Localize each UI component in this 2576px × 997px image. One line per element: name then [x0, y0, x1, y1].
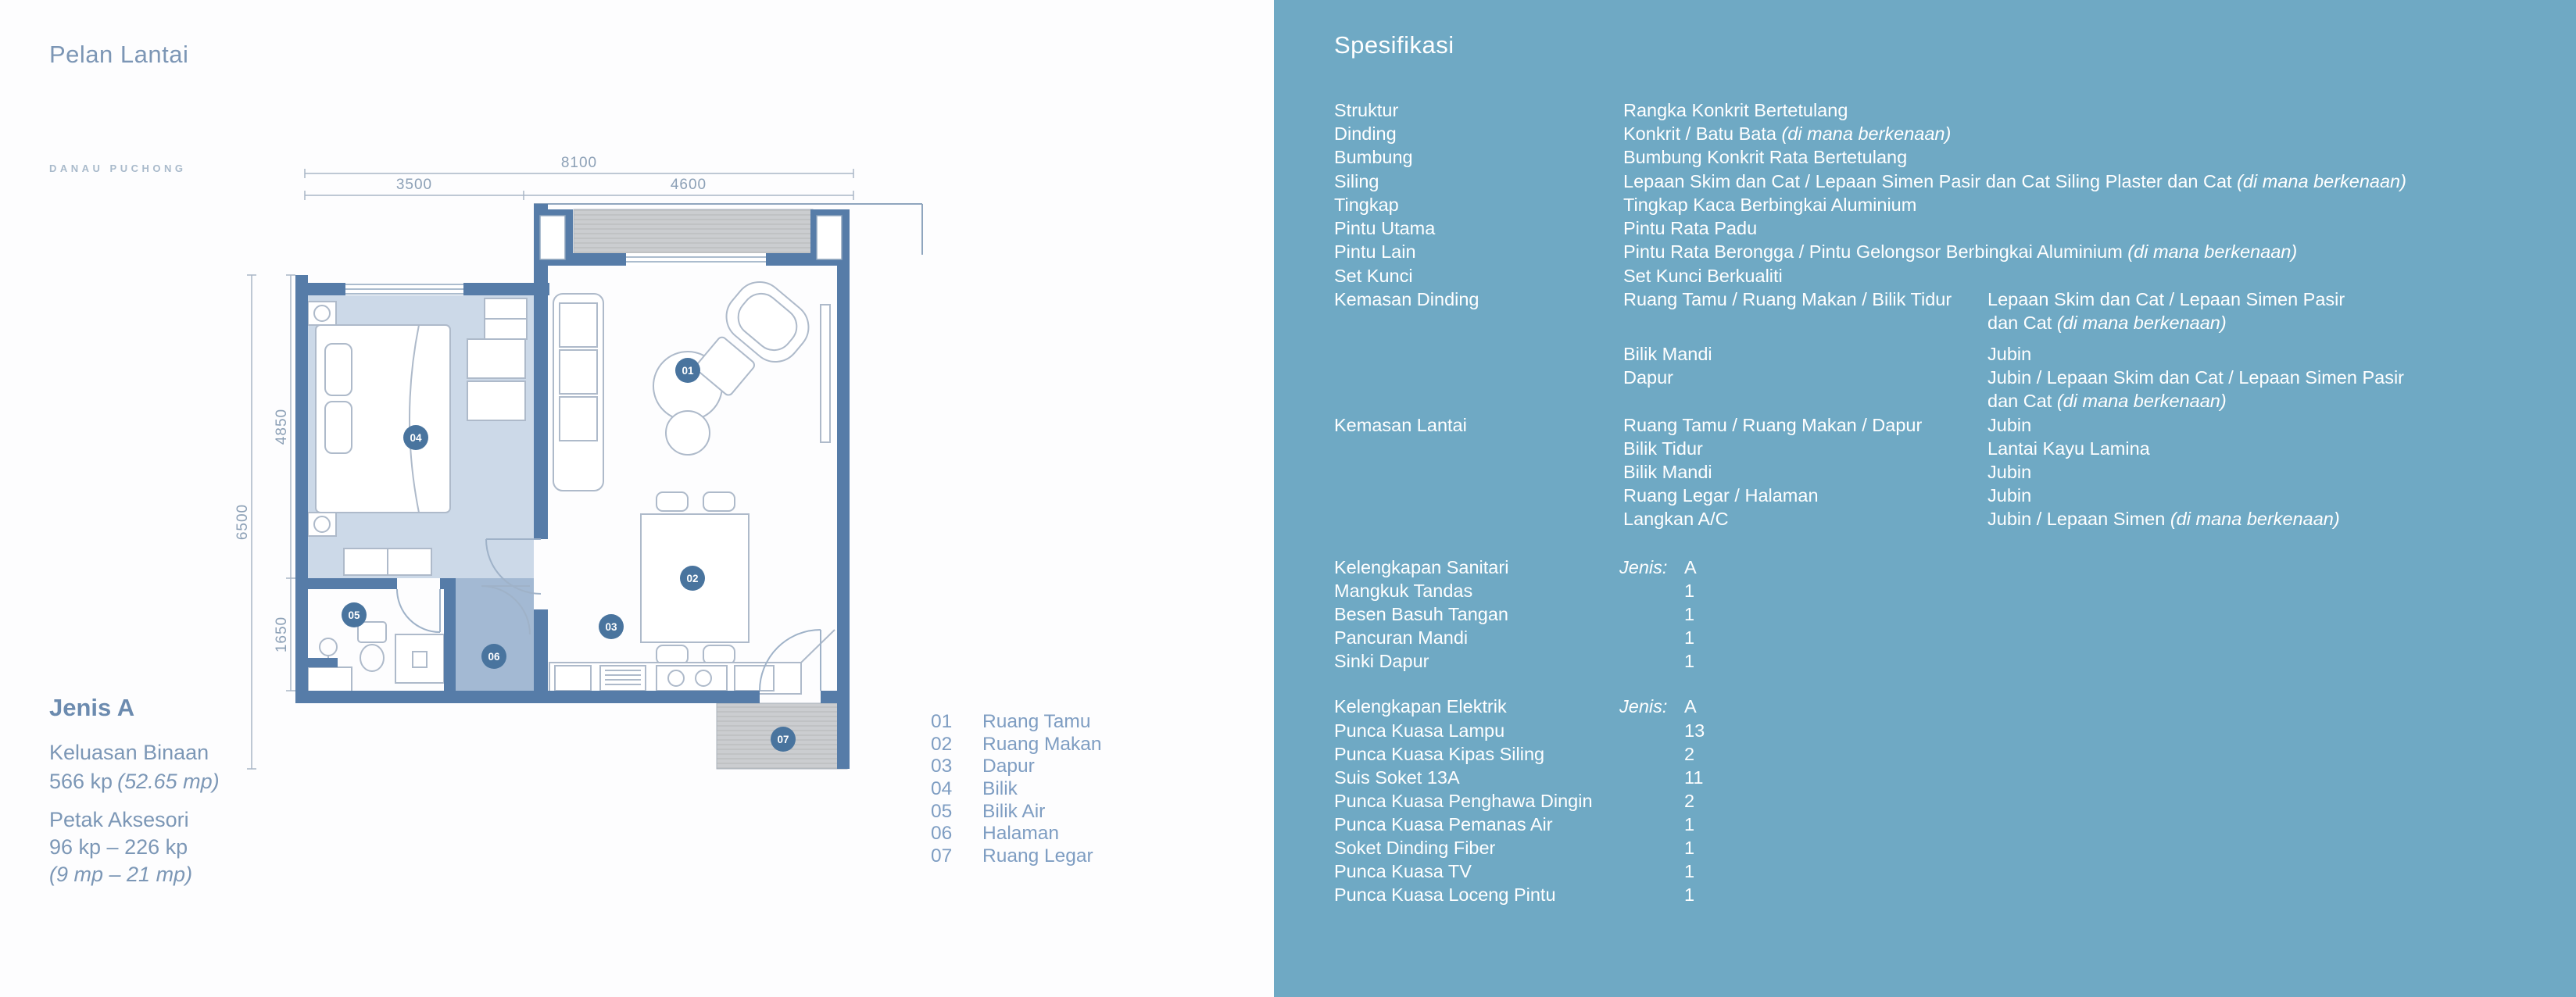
- spec-row: [1274, 509, 2576, 532]
- spec-quantity: 1: [1684, 651, 1695, 671]
- spec-quantity: 1: [1684, 627, 1695, 648]
- spec-quantity: 1: [1684, 814, 1695, 834]
- spec-label: Struktur: [1334, 100, 1399, 120]
- spec-row: [1274, 147, 2576, 170]
- spec-row: [1274, 313, 2576, 336]
- spec-row: [1274, 767, 2576, 791]
- spec-label: Mangkuk Tandas: [1334, 581, 1473, 601]
- spec-row: [1274, 289, 2576, 313]
- spec-value: Dapur: [1623, 367, 1674, 388]
- badge-living: [675, 358, 700, 383]
- badge-kitchen: [599, 614, 624, 639]
- badge-bedroom: [403, 425, 428, 450]
- spec-type-label: Jenis:: [1619, 696, 1668, 716]
- spec-detail: Jubin / Lepaan Skim dan Cat / Lepaan Simen Pasir: [1987, 367, 2404, 388]
- spec-quantity: 1: [1684, 581, 1695, 601]
- spec-row: [1274, 814, 2576, 838]
- builtup-area-sqft: 566 kp: [49, 770, 113, 793]
- badge-bathroom: [342, 602, 367, 627]
- legend-label: Ruang Makan: [982, 733, 1102, 755]
- spec-value: Ruang Tamu / Ruang Makan / Bilik Tidur: [1623, 289, 1952, 309]
- legend-label: Ruang Legar: [982, 845, 1093, 867]
- spec-row: [1274, 557, 2576, 581]
- spec-row: [1274, 627, 2576, 651]
- spec-detail: Jubin: [1987, 344, 2032, 364]
- spec-row: [1274, 861, 2576, 884]
- spec-row: [1274, 604, 2576, 627]
- spec-quantity: 11: [1684, 767, 1704, 788]
- badge-courtyard: [481, 644, 506, 669]
- spec-label: Tingkap: [1334, 195, 1399, 215]
- unit-type-heading: Jenis A: [49, 694, 135, 721]
- floor-plan-panel: [0, 0, 1274, 997]
- spec-row: [1274, 123, 2576, 147]
- spec-type-label: Jenis:: [1619, 557, 1668, 577]
- spec-label: Punca Kuasa Penghawa Dingin: [1334, 791, 1593, 811]
- spec-detail-note: (di mana berkenaan): [2165, 509, 2340, 529]
- legend-number: 05: [931, 800, 953, 822]
- spec-value: Bumbung Konkrit Rata Bertetulang: [1623, 147, 1908, 167]
- spec-row: [1274, 696, 2576, 720]
- legend-number: 07: [931, 845, 953, 867]
- legend-number: 04: [931, 778, 953, 800]
- spec-value-note: (di mana berkenaan): [2231, 171, 2406, 191]
- specification-panel: [1274, 0, 2576, 997]
- legend-row: [931, 801, 1102, 824]
- spec-row: [1274, 438, 2576, 462]
- spec-label: Dinding: [1334, 123, 1397, 144]
- spec-label: Sinki Dapur: [1334, 651, 1429, 671]
- spec-row: [1274, 241, 2576, 265]
- spec-label: Kelengkapan Elektrik: [1334, 696, 1507, 716]
- svg-text:03: 03: [605, 621, 617, 633]
- spec-label: Pancuran Mandi: [1334, 627, 1469, 648]
- svg-text:05: 05: [348, 609, 360, 621]
- dim-left-outer: 6500: [234, 503, 251, 541]
- spec-quantity: 1: [1684, 838, 1695, 858]
- dim-left-lower: 1650: [274, 616, 290, 653]
- legend-number: 06: [931, 823, 953, 845]
- svg-text:04: 04: [410, 432, 422, 444]
- floor-plan-drawing: [219, 109, 1000, 813]
- legend-label: Dapur: [982, 756, 1035, 777]
- spec-quantity: 13: [1684, 720, 1705, 741]
- spec-label: Bumbung: [1334, 147, 1413, 167]
- legend-number: 02: [931, 733, 953, 755]
- accessory-parcel-label: Petak Aksesori: [49, 808, 189, 831]
- dim-top-right: 4600: [670, 177, 707, 193]
- legend-row: [931, 711, 1102, 734]
- legend-label: Halaman: [982, 823, 1060, 845]
- spec-label: Set Kunci: [1334, 266, 1413, 286]
- legend-row: [931, 734, 1102, 756]
- spec-row: [1274, 266, 2576, 289]
- spec-value: Lepaan Skim dan Cat / Lepaan Simen Pasir dan Cat Siling Plaster dan Cat (di mana berkenaan): [1623, 171, 2406, 191]
- spec-label: Punca Kuasa Lampu: [1334, 720, 1505, 741]
- spec-quantity: 2: [1684, 791, 1695, 811]
- spec-label: Pintu Lain: [1334, 241, 1416, 262]
- spec-quantity: 1: [1684, 861, 1695, 881]
- spec-detail-note: (di mana berkenaan): [2052, 391, 2227, 411]
- spec-label: Kelengkapan Sanitari: [1334, 557, 1509, 577]
- furniture: [308, 272, 835, 694]
- spec-title: Spesifikasi: [1334, 31, 1454, 59]
- builtup-area-value: [49, 770, 220, 794]
- spec-row: [1274, 884, 2576, 908]
- legend-label: Bilik: [982, 778, 1018, 800]
- spec-row: [1274, 218, 2576, 241]
- legend: [931, 711, 1102, 868]
- spec-row: [1274, 391, 2576, 414]
- spec-row: [1274, 100, 2576, 123]
- spec-detail: Lepaan Skim dan Cat / Lepaan Simen Pasir: [1987, 289, 2345, 309]
- spec-row: [1274, 744, 2576, 767]
- spec-label: Siling: [1334, 171, 1379, 191]
- spec-label: Kemasan Lantai: [1334, 415, 1467, 435]
- spec-detail-note: (di mana berkenaan): [2052, 313, 2227, 333]
- spec-row: [1274, 344, 2576, 367]
- project-name-label: DANAU PUCHONG: [49, 163, 187, 174]
- courtyard-fill: [456, 578, 534, 695]
- spec-label: Suis Soket 13A: [1334, 767, 1460, 788]
- spec-value: Konkrit / Batu Bata (di mana berkenaan): [1623, 123, 1952, 144]
- spec-detail: dan Cat (di mana berkenaan): [1987, 391, 2227, 411]
- spec-row: [1274, 485, 2576, 509]
- balcony-hatch: [574, 209, 813, 255]
- spec-detail: Jubin: [1987, 462, 2032, 482]
- spec-detail: Lantai Kayu Lamina: [1987, 438, 2150, 459]
- spec-value: Bilik Tidur: [1623, 438, 1703, 459]
- spec-row: [1274, 720, 2576, 744]
- spec-label: Punca Kuasa Loceng Pintu: [1334, 884, 1556, 905]
- spec-label: Punca Kuasa Kipas Siling: [1334, 744, 1545, 764]
- spec-label: Besen Basuh Tangan: [1334, 604, 1508, 624]
- spec-quantity: A: [1684, 557, 1697, 577]
- spec-row: [1274, 838, 2576, 861]
- spec-row: [1274, 415, 2576, 438]
- accessory-parcel-sqft: 96 kp – 226 kp: [49, 835, 188, 859]
- spec-detail: Jubin: [1987, 415, 2032, 435]
- spec-label: Punca Kuasa TV: [1334, 861, 1472, 881]
- dim-left-upper: 4850: [274, 408, 290, 445]
- badge-dining: [680, 566, 705, 591]
- spec-value: Pintu Rata Padu: [1623, 218, 1758, 238]
- spec-value: Ruang Tamu / Ruang Makan / Dapur: [1623, 415, 1923, 435]
- legend-number: 01: [931, 711, 953, 732]
- legend-label: Bilik Air: [982, 800, 1046, 822]
- spec-value: Bilik Mandi: [1623, 462, 1712, 482]
- svg-text:01: 01: [682, 365, 694, 377]
- spec-value: Langkan A/C: [1623, 509, 1729, 529]
- spec-quantity: 2: [1684, 744, 1695, 764]
- svg-text:06: 06: [488, 651, 500, 663]
- spec-row: [1274, 651, 2576, 674]
- spec-row: [1274, 791, 2576, 814]
- spec-value: Tingkap Kaca Berbingkai Aluminium: [1623, 195, 1917, 215]
- spec-detail: dan Cat (di mana berkenaan): [1987, 313, 2227, 333]
- spec-quantity: 1: [1684, 604, 1695, 624]
- spec-label: Kemasan Dinding: [1334, 289, 1479, 309]
- builtup-area-sqm: (52.65 mp): [117, 770, 220, 793]
- spec-value-note: (di mana berkenaan): [2122, 241, 2298, 262]
- spec-row: [1274, 581, 2576, 604]
- legend-row: [931, 845, 1102, 868]
- builtup-area-label: Keluasan Binaan: [49, 741, 209, 764]
- legend-row: [931, 778, 1102, 801]
- spec-row: [1274, 171, 2576, 195]
- svg-text:07: 07: [777, 734, 789, 745]
- dim-top: 8100: [560, 155, 598, 171]
- spec-value: Ruang Legar / Halaman: [1623, 485, 1819, 506]
- badge-foyer: [771, 727, 796, 752]
- spec-detail: Jubin: [1987, 485, 2032, 506]
- spec-value: Set Kunci Berkualiti: [1623, 266, 1783, 286]
- spec-row: [1274, 462, 2576, 485]
- legend-row: [931, 756, 1102, 778]
- svg-text:02: 02: [686, 573, 699, 584]
- page-title: Pelan Lantai: [49, 41, 189, 68]
- spec-value: Pintu Rata Berongga / Pintu Gelongsor Berbingkai Aluminium (di mana berkenaan): [1623, 241, 2298, 262]
- spec-label: Punca Kuasa Pemanas Air: [1334, 814, 1553, 834]
- spec-value: Rangka Konkrit Bertetulang: [1623, 100, 1848, 120]
- accessory-parcel-sqm: (9 mp – 21 mp): [49, 863, 193, 886]
- spec-value-note: (di mana berkenaan): [1776, 123, 1952, 144]
- spec-value: Bilik Mandi: [1623, 344, 1712, 364]
- spec-label: Pintu Utama: [1334, 218, 1436, 238]
- spec-detail: Jubin / Lepaan Simen (di mana berkenaan): [1987, 509, 2340, 529]
- spec-row: [1274, 367, 2576, 391]
- spec-row: [1274, 195, 2576, 218]
- spec-rows: [1274, 0, 2576, 997]
- spec-quantity: A: [1684, 696, 1697, 716]
- dim-top-left: 3500: [395, 177, 433, 193]
- legend-row: [931, 823, 1102, 845]
- spec-quantity: 1: [1684, 884, 1695, 905]
- spec-label: Soket Dinding Fiber: [1334, 838, 1496, 858]
- legend-number: 03: [931, 756, 953, 777]
- legend-label: Ruang Tamu: [982, 711, 1091, 732]
